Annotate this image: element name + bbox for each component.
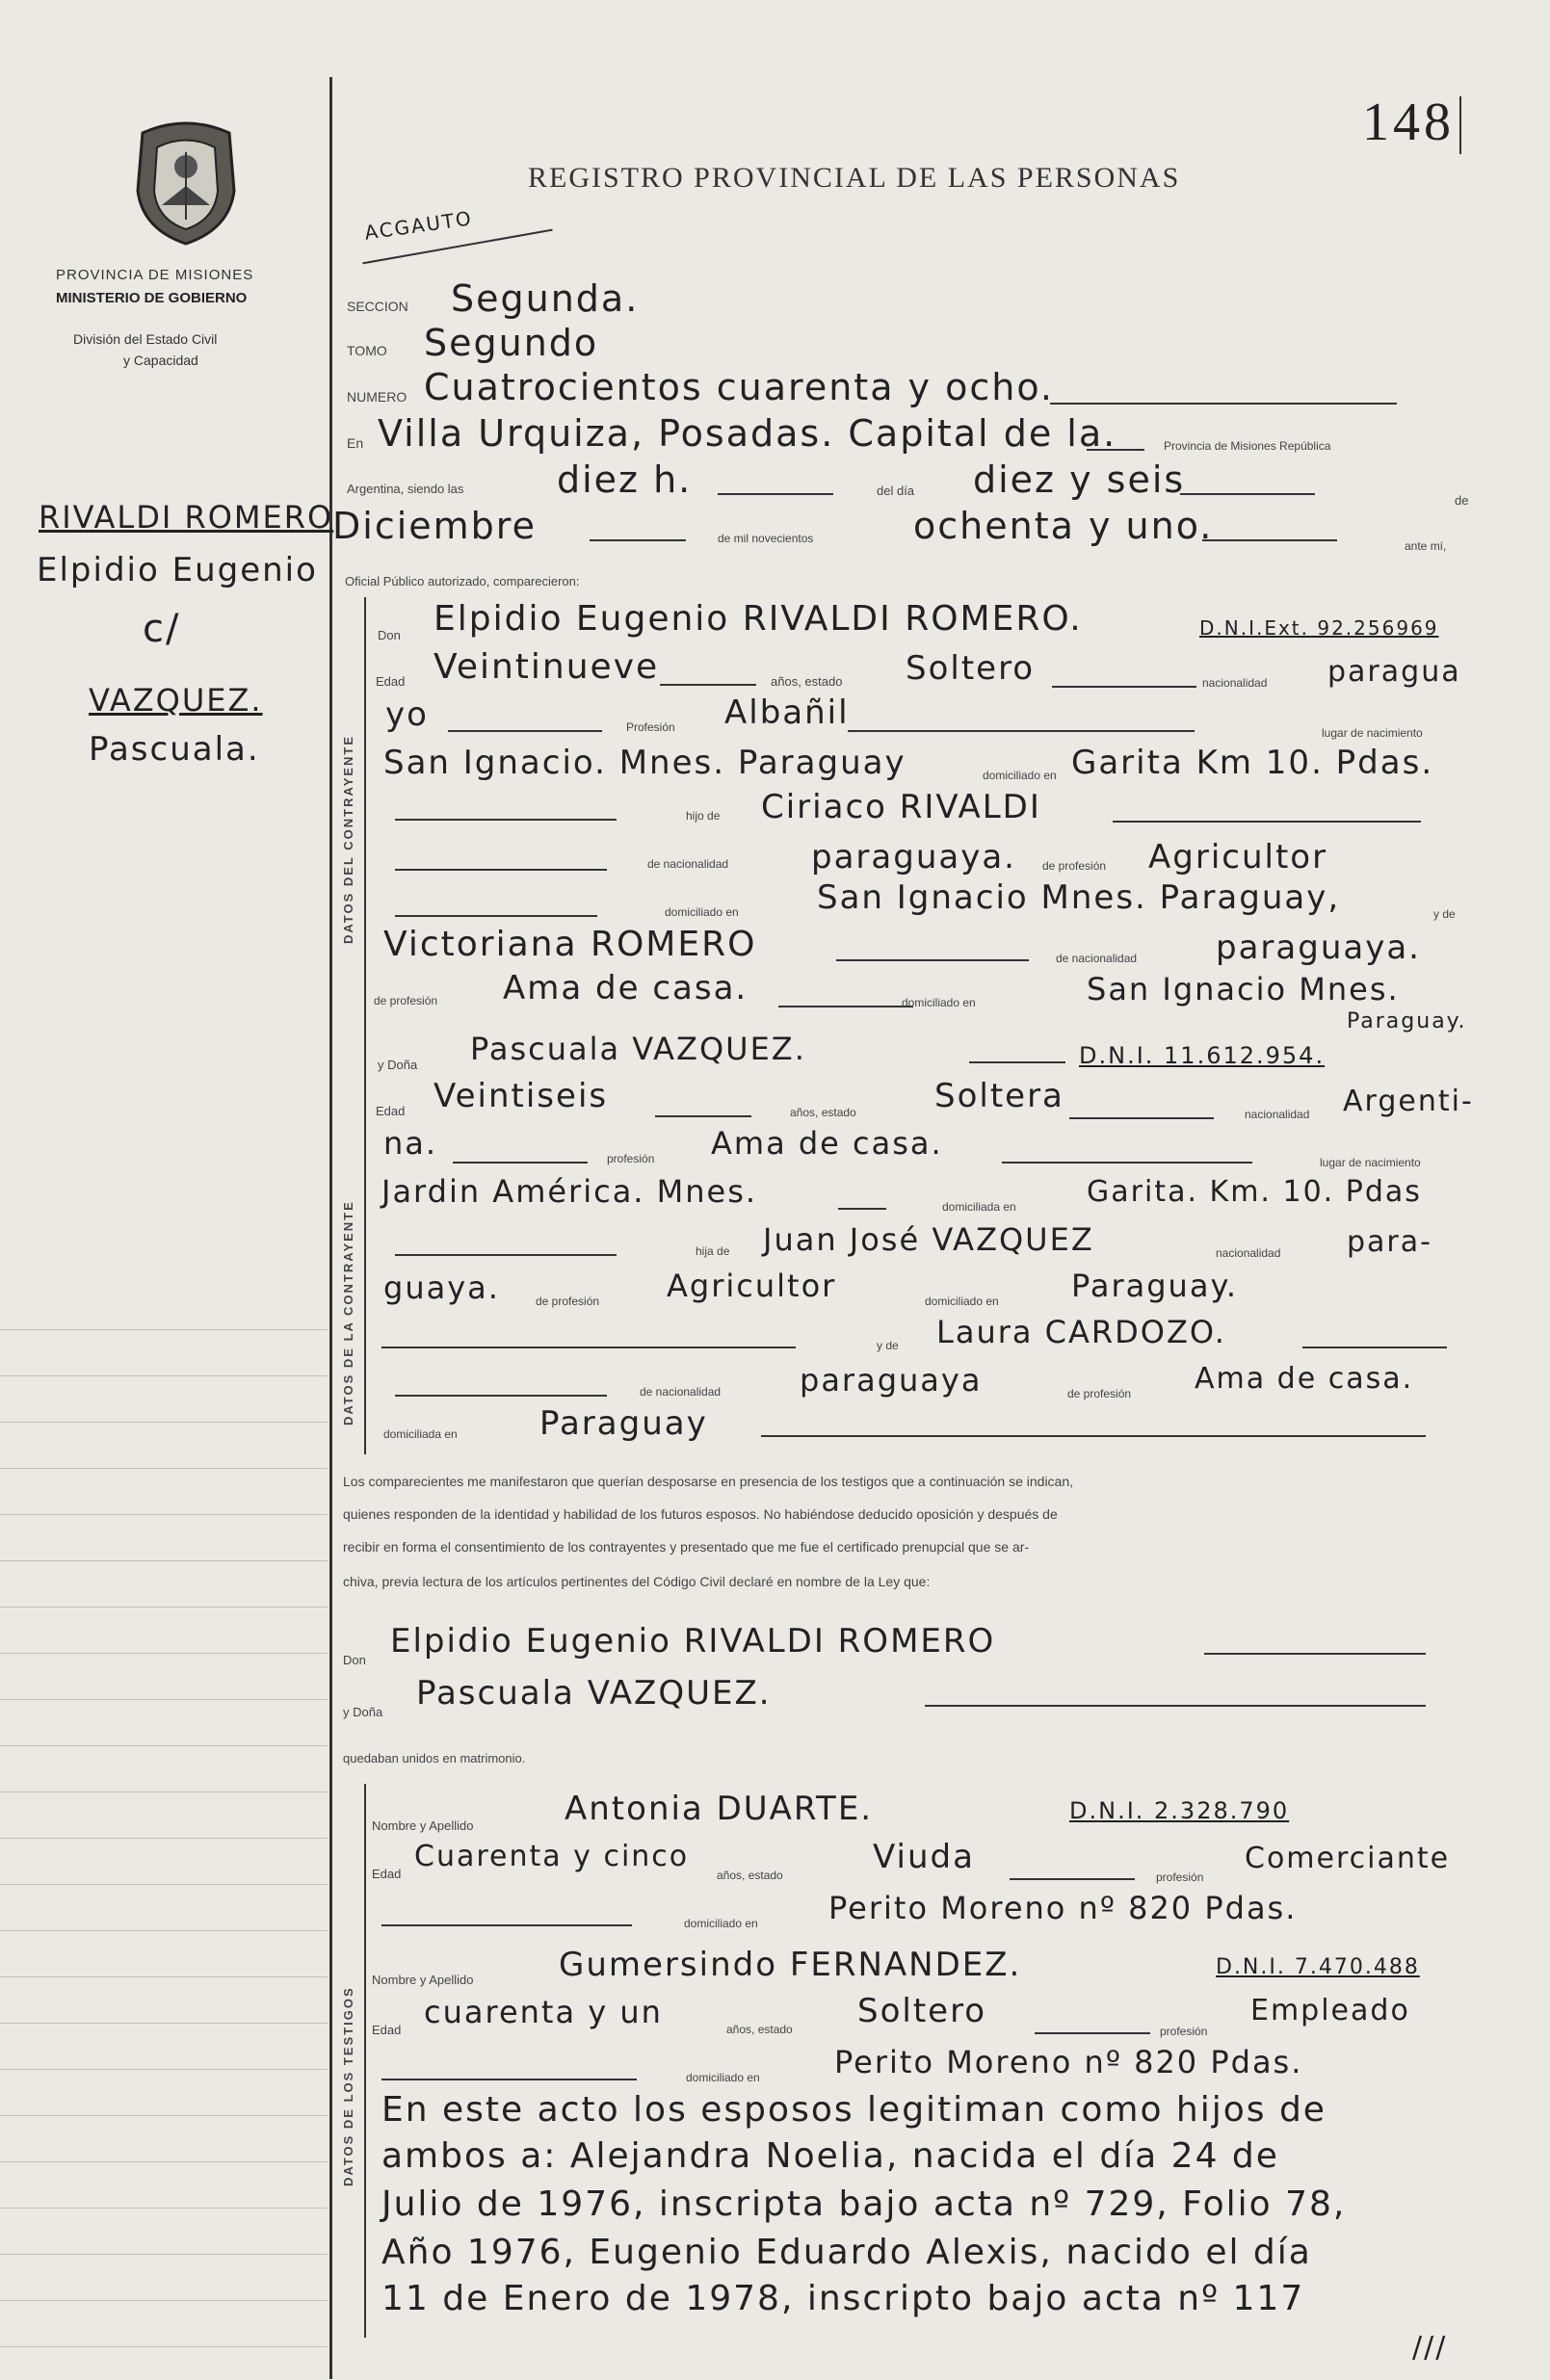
bride-nacionalidad-label: nacionalidad — [1245, 1108, 1310, 1121]
witness1-edad-label: Edad — [372, 1867, 402, 1881]
bride-padre-nac-label: nacionalidad — [1216, 1246, 1281, 1260]
groom-mother-nationality: paraguaya. — [1216, 928, 1421, 967]
bride-y-de-label: y de — [877, 1339, 899, 1352]
declaration-line-3: recibir en forma el consentimiento de los contrayentes y presentado que me fue el certificado prenupcial que se ar- — [343, 1539, 1030, 1555]
bride-father-nationality-cont: guaya. — [383, 1269, 500, 1306]
bride-father: Juan José VAZQUEZ — [763, 1221, 1094, 1258]
madre-profesion-label: de profesión — [374, 994, 438, 1007]
declaration-united: quedaban unidos en matrimonio. — [343, 1751, 526, 1765]
de-nacionalidad-label: de nacionalidad — [647, 857, 729, 871]
de-label: de — [1455, 493, 1469, 508]
bride-padre-dom-label: domiciliado en — [925, 1295, 999, 1308]
note-line-2: ambos a: Alejandra Noelia, nacida el día 24 de — [381, 2136, 1279, 2176]
witness1-address: Perito Moreno nº 820 Pdas. — [828, 1890, 1298, 1926]
witness2-status: Soltero — [857, 1992, 987, 2030]
bride-father-profession: Agricultor — [667, 1268, 837, 1304]
witness1-dni: D.N.I. 2.328.790 — [1069, 1797, 1290, 1824]
note-line-4: Año 1976, Eugenio Eduardo Alexis, nacido el día — [381, 2233, 1312, 2272]
bride-profession: Ama de casa. — [711, 1125, 943, 1162]
witness2-address: Perito Moreno nº 820 Pdas. — [834, 2044, 1303, 2080]
witness1-name: Antonia DUARTE. — [565, 1790, 874, 1828]
province-line: PROVINCIA DE MISIONES — [56, 267, 254, 283]
bride-profesion-label: profesión — [607, 1152, 655, 1165]
de-profesion-label: de profesión — [1042, 859, 1107, 873]
groom-mother: Victoriana ROMERO — [383, 925, 757, 964]
bride-dni: D.N.I. 11.612.954. — [1079, 1042, 1326, 1069]
coat-of-arms-seal — [123, 114, 249, 248]
witness1-prof-label: profesión — [1156, 1870, 1204, 1884]
madre-domiciliado-label: domiciliado en — [902, 996, 976, 1009]
margin-conjunction: c/ — [143, 607, 181, 651]
witness1-dom-label: domiciliado en — [684, 1917, 758, 1930]
bride-status: Soltera — [934, 1077, 1064, 1115]
bride-father-nationality: para- — [1347, 1225, 1432, 1259]
tomo-value: Segundo — [424, 322, 599, 364]
bride-father-address: Paraguay. — [1071, 1268, 1238, 1304]
bride-lugar-nac-label: lugar de nacimiento — [1320, 1156, 1421, 1169]
groom-mother-address-cont: Paraguay. — [1347, 1009, 1467, 1033]
en-label: En — [347, 435, 364, 451]
bride-madre-dom-label: domiciliada en — [383, 1427, 458, 1441]
month-value: Diciembre — [332, 505, 537, 547]
witness2-label: Nombre y Apellido — [372, 1973, 474, 1987]
bride-age: Veintiseis — [433, 1077, 609, 1115]
argentina-label: Argentina, siendo las — [347, 482, 464, 496]
bride-de-profesion-label: de profesión — [536, 1295, 600, 1308]
witness2-age: cuarenta y un — [424, 1994, 663, 2030]
bride-madre-prof-label: de profesión — [1067, 1387, 1132, 1400]
numero-value: Cuatrocientos cuarenta y ocho. — [424, 366, 1055, 408]
year-value: ochenta y uno. — [913, 505, 1214, 547]
groom-status: Soltero — [906, 649, 1036, 688]
bride-nationality-cont: na. — [383, 1125, 438, 1162]
margin-rule — [329, 77, 332, 2379]
declaration-don-label: Don — [343, 1653, 366, 1667]
madre-nacionalidad-label: de nacionalidad — [1056, 952, 1138, 965]
hijo-label: hijo de — [686, 809, 721, 823]
groom-age: Veintinueve — [433, 647, 660, 687]
groom-father: Ciriaco RIVALDI — [761, 788, 1041, 826]
witness2-profession: Empleado — [1250, 1994, 1410, 2027]
groom-name: Elpidio Eugenio RIVALDI ROMERO. — [433, 599, 1083, 639]
del-dia-label: del día — [877, 484, 915, 498]
margin-name-given: Elpidio Eugenio — [37, 551, 318, 589]
provincia-label: Provincia de Misiones República — [1164, 439, 1331, 453]
ministry-line: MINISTERIO DE GOBIERNO — [56, 290, 248, 306]
bride-mother-profession: Ama de casa. — [1195, 1362, 1414, 1396]
bride-edad-label: Edad — [376, 1104, 406, 1118]
mil-label: de mil novecientos — [718, 532, 814, 545]
declaration-bride: Pascuala VAZQUEZ. — [416, 1674, 772, 1713]
note-line-3: Julio de 1976, inscripta bajo acta nº 729, Folio 78, — [381, 2184, 1347, 2224]
witness1-profession: Comerciante — [1245, 1842, 1451, 1875]
division-line-2: y Capacidad — [123, 353, 198, 368]
ante-label: ante mí, — [1405, 539, 1447, 553]
closing-mark: /// — [1412, 2331, 1448, 2365]
domiciliado-label: domiciliado en — [983, 769, 1057, 782]
bride-address: Garita. Km. 10. Pdas — [1087, 1175, 1422, 1209]
lugar-nac-label: lugar de nacimiento — [1322, 726, 1423, 740]
margin-name-surname: RIVALDI ROMERO — [39, 499, 334, 536]
anios-label: años, estado — [771, 674, 843, 689]
note-line-1: En este acto los esposos legitiman como hijos de — [381, 2090, 1327, 2130]
place-value: Villa Urquiza, Posadas. Capital de la. — [378, 412, 1117, 455]
dona-label: y Doña — [378, 1058, 418, 1072]
witness1-status: Viuda — [873, 1838, 975, 1876]
nacionalidad-label: nacionalidad — [1202, 676, 1268, 690]
bride-mother-address: Paraguay — [539, 1404, 708, 1443]
contrayente-bride-side-label: DATOS DE LA CONTRAYENTE — [341, 1200, 355, 1425]
don-label: Don — [378, 628, 401, 642]
groom-father-nationality: paraguaya. — [811, 838, 1016, 876]
groom-address: Garita Km 10. Pdas. — [1071, 744, 1434, 782]
margin-spouse-given: Pascuala. — [89, 730, 260, 769]
testigos-side-label: DATOS DE LOS TESTIGOS — [341, 1986, 355, 2186]
bride-mother-nationality: paraguaya — [800, 1362, 983, 1399]
bride-domiciliada-label: domiciliada en — [942, 1200, 1016, 1214]
numero-label: NUMERO — [347, 389, 407, 405]
witness2-dni: D.N.I. 7.470.488 — [1216, 1955, 1420, 1979]
y-de-label: y de — [1433, 907, 1456, 921]
groom-father-profession: Agricultor — [1148, 838, 1328, 876]
witness2-anios-label: años, estado — [726, 2023, 793, 2036]
witness1-age: Cuarenta y cinco — [414, 1840, 690, 1873]
groom-profession: Albañil — [724, 693, 850, 732]
tomo-label: TOMO — [347, 343, 387, 358]
division-line-1: División del Estado Civil — [73, 331, 218, 347]
declaration-dona-label: y Doña — [343, 1705, 383, 1719]
declaration-line-4: chiva, previa lectura de los artículos pertinentes del Código Civil declaré en nombre de la Ley que: — [343, 1574, 931, 1589]
bride-nationality: Argenti- — [1343, 1085, 1474, 1118]
stamp-text: ACGAUTO — [362, 206, 475, 245]
groom-father-address: San Ignacio Mnes. Paraguay, — [817, 878, 1341, 917]
witness1-anios-label: años, estado — [717, 1869, 783, 1882]
edad-label: Edad — [376, 674, 406, 689]
hija-label: hija de — [696, 1244, 730, 1258]
witness2-dom-label: domiciliado en — [686, 2071, 760, 2084]
bride-mother: Laura CARDOZO. — [936, 1314, 1226, 1350]
note-line-5: 11 de Enero de 1978, inscripto bajo acta nº 117 — [381, 2279, 1305, 2318]
groom-nationality: paragua — [1327, 655, 1461, 689]
witness2-edad-label: Edad — [372, 2023, 402, 2037]
oficial-label: Oficial Público autorizado, comparecieron: — [345, 574, 580, 588]
bride-anios-label: años, estado — [790, 1106, 856, 1119]
document-title: REGISTRO PROVINCIAL DE LAS PERSONAS — [528, 162, 1181, 194]
profesion-label: Profesión — [626, 720, 675, 734]
declaration-line-2: quienes responden de la identidad y habilidad de los futuros esposos. No habiéndose deducido oposición y después de — [343, 1506, 1058, 1522]
groom-mother-address: San Ignacio Mnes. — [1087, 971, 1400, 1007]
padre-domiciliado-label: domiciliado en — [665, 905, 739, 919]
declaration-line-1: Los comparecientes me manifestaron que querían desposarse en presencia de los testigos que a continuación se indican, — [343, 1474, 1074, 1489]
bride-name: Pascuala VAZQUEZ. — [470, 1031, 806, 1067]
day-value: diez y seis — [973, 458, 1186, 501]
page-number: 148 — [1362, 92, 1455, 152]
groom-dni: D.N.I.Ext. 92.256969 — [1199, 616, 1439, 640]
witness2-name: Gumersindo FERNANDEZ. — [559, 1946, 1022, 1984]
groom-mother-profession: Ama de casa. — [503, 969, 749, 1007]
bride-birthplace: Jardin América. Mnes. — [381, 1173, 758, 1210]
declaration-groom: Elpidio Eugenio RIVALDI ROMERO — [390, 1622, 996, 1661]
seccion-value: Segunda. — [451, 277, 640, 320]
groom-nationality-cont: yo — [385, 695, 429, 734]
contrayente-side-label: DATOS DEL CONTRAYENTE — [341, 734, 355, 944]
hour-value: diez h. — [557, 458, 693, 501]
seccion-label: SECCION — [347, 299, 408, 314]
witness2-prof-label: profesión — [1160, 2025, 1208, 2038]
bride-madre-nac-label: de nacionalidad — [640, 1385, 722, 1399]
margin-spouse-surname: VAZQUEZ. — [89, 682, 263, 719]
groom-birthplace: San Ignacio. Mnes. Paraguay — [383, 744, 906, 782]
right-edge-rule — [1459, 96, 1461, 154]
witness1-label: Nombre y Apellido — [372, 1818, 474, 1833]
